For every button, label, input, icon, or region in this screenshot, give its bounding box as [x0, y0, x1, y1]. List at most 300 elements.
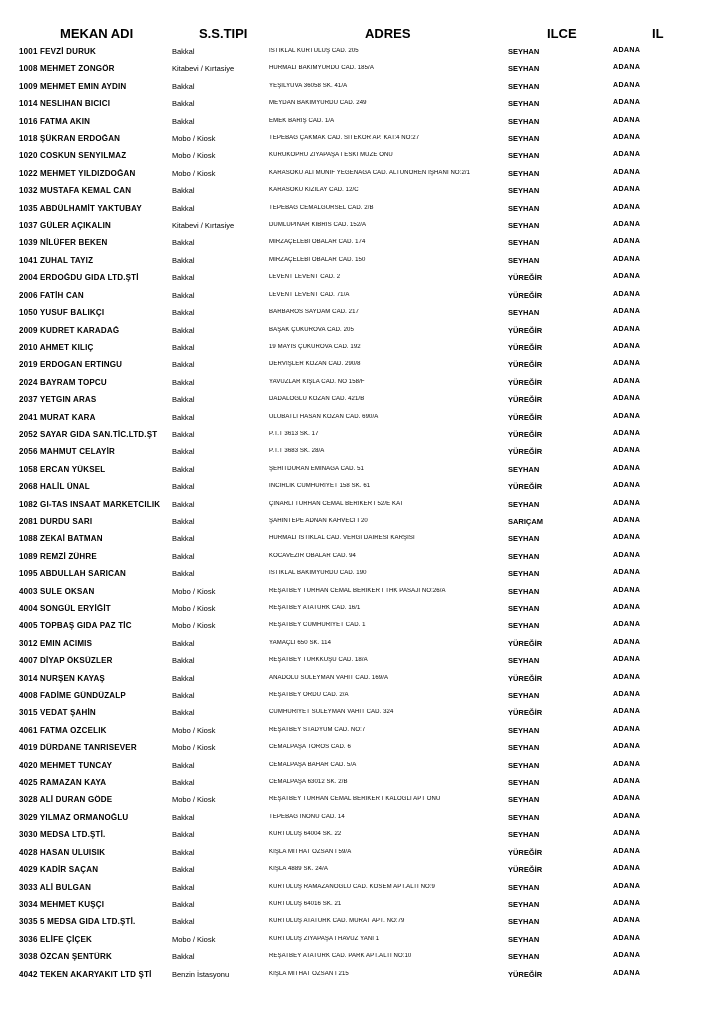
- table-body: [0, 43, 719, 983]
- cell-ilce: SEYHAN: [508, 168, 540, 178]
- cell-ilce: SEYHAN: [508, 586, 540, 596]
- table-row: [0, 43, 719, 60]
- cell-address: REŞATBEY TÜRKKUŞU CAD. 18/A: [269, 657, 368, 664]
- cell-ilce: SEYHAN: [508, 952, 540, 962]
- cell-type: Bakkal: [172, 482, 195, 492]
- cell-address: KIŞLA MİTHAT ÖZSAN I 215: [269, 970, 349, 977]
- cell-il: ADANA: [613, 482, 641, 490]
- cell-name: 4061 FATMA OZCELIK: [19, 725, 107, 735]
- table-row: [0, 809, 719, 826]
- cell-il: ADANA: [613, 604, 641, 611]
- cell-name: 2010 AHMET KILIÇ: [19, 342, 94, 352]
- cell-address: TEPEBAĞ İNÖNÜ CAD. 14: [269, 813, 345, 820]
- cell-type: Bakkal: [172, 673, 195, 683]
- cell-ilce: SEYHAN: [508, 778, 540, 788]
- cell-ilce: YÜREĞİR: [508, 342, 543, 352]
- table-row: [0, 496, 719, 513]
- cell-name: 3029 YILMAZ ORMANOĞLU: [19, 812, 129, 822]
- table-row: [0, 791, 719, 808]
- cell-il: ADANA: [613, 952, 641, 960]
- cell-name: 3028 ALİ DURAN GÖDE: [19, 795, 113, 805]
- cell-il: ADANA: [613, 203, 641, 211]
- cell-name: 1008 MEHMET ZONGÖR: [19, 64, 115, 74]
- cell-ilce: SEYHAN: [508, 656, 540, 666]
- cell-ilce: YÜREĞİR: [508, 395, 543, 405]
- cell-address: ULUBATLI HASAN KOZAN CAD. 690/A: [269, 413, 379, 420]
- cell-il: ADANA: [613, 168, 641, 176]
- cell-il: ADANA: [613, 499, 641, 507]
- cell-type: Kitabevi / Kırtasiye: [172, 221, 235, 231]
- cell-address: CEMALPAŞA 63012 SK. 2/B: [269, 779, 348, 786]
- cell-name: 2041 MURAT KARA: [19, 412, 96, 422]
- table-row: [0, 931, 719, 948]
- table-row: [0, 478, 719, 495]
- cell-ilce: SEYHAN: [508, 795, 540, 805]
- cell-address: DERVİŞLER KOZAN CAD. 290/8: [269, 361, 361, 368]
- cell-type: Bakkal: [172, 447, 195, 457]
- cell-name: 2004 ERDOĞDU GIDA LTD.ŞTİ: [19, 273, 139, 283]
- cell-il: ADANA: [613, 691, 641, 699]
- cell-address: KARASOKU KIZILAY CAD. 12/C: [269, 187, 359, 194]
- cell-ilce: SEYHAN: [508, 99, 540, 109]
- table-row: [0, 826, 719, 843]
- cell-il: ADANA: [613, 395, 641, 403]
- cell-il: ADANA: [613, 812, 641, 820]
- cell-name: 1039 NİLÜFER BEKEN: [19, 238, 108, 248]
- cell-il: ADANA: [613, 708, 641, 716]
- cell-address: REŞATBEY ORDU CAD. 2/A: [269, 692, 349, 699]
- cell-name: 1041 ZUHAL TAYIZ: [19, 255, 94, 265]
- cell-name: 3015 VEDAT ŞAHİN: [19, 708, 96, 718]
- cell-type: Bakkal: [172, 81, 195, 91]
- cell-il: ADANA: [613, 882, 641, 890]
- table-row: [0, 252, 719, 269]
- cell-ilce: YÜREĞİR: [508, 969, 543, 979]
- cell-name: 2052 SAYAR GIDA SAN.TİC.LTD.ŞT: [19, 429, 158, 439]
- cell-type: Mobo / Kiosk: [172, 586, 216, 596]
- cell-ilce: SEYHAN: [508, 621, 540, 631]
- cell-ilce: SEYHAN: [508, 917, 540, 927]
- table-row: [0, 95, 719, 112]
- cell-type: Bakkal: [172, 186, 195, 196]
- cell-type: Bakkal: [172, 290, 195, 300]
- cell-il: ADANA: [613, 151, 641, 159]
- cell-address: TEPEBAĞ ÇAKMAK CAD. SITEKOR AP. KAT:4 NO:27: [269, 135, 420, 142]
- cell-ilce: SEYHAN: [508, 238, 540, 248]
- cell-type: Bakkal: [172, 377, 195, 387]
- cell-name: 2081 DURDU SARI: [19, 516, 93, 526]
- table-row: [0, 548, 719, 565]
- cell-name: 4019 DÜRDANE TANRISEVER: [19, 743, 137, 753]
- table-row: [0, 60, 719, 77]
- cell-address: DUMLUPINAR KIBRIS CAD. 152/A: [269, 222, 367, 229]
- table-row: [0, 583, 719, 600]
- cell-type: Bakkal: [172, 342, 195, 352]
- table-header: [0, 24, 719, 44]
- table-row: [0, 182, 719, 199]
- cell-address: CEMALPAŞA TOROS CAD. 6: [269, 744, 351, 751]
- cell-address: EMEK BARIŞ CAD. 1/A: [269, 117, 335, 124]
- cell-ilce: SEYHAN: [508, 499, 540, 509]
- cell-address: KURTULUŞ ZİYAPAŞA I HAVUZ YANI 1: [269, 935, 380, 942]
- cell-ilce: SEYHAN: [508, 255, 540, 265]
- table-row: [0, 200, 719, 217]
- cell-name: 1009 MEHMET EMIN AYDIN: [19, 81, 127, 91]
- cell-address: KARASOKU ALİ MÜNİF YEGENAĞA CAD. ALTUNÖREN İŞHANI NO:2/1: [269, 169, 471, 176]
- cell-type: Mobo / Kiosk: [172, 604, 216, 613]
- cell-address: LEVENT LEVENT CAD. 71/A: [269, 291, 350, 298]
- table-row: [0, 774, 719, 791]
- cell-ilce: YÜREĞİR: [508, 360, 543, 370]
- table-row: [0, 234, 719, 251]
- cell-type: Bakkal: [172, 429, 195, 439]
- table-row: [0, 165, 719, 182]
- cell-type: Bakkal: [172, 464, 195, 474]
- cell-address: BARBAROS SAYDAM CAD. 217: [269, 309, 359, 316]
- cell-il: ADANA: [613, 116, 641, 124]
- cell-type: Bakkal: [172, 691, 195, 701]
- cell-ilce: SEYHAN: [508, 725, 540, 735]
- cell-name: 1095 ABDULLAH SARICAN: [19, 569, 127, 579]
- table-row: [0, 896, 719, 913]
- cell-type: Bakkal: [172, 47, 195, 56]
- table-row: [0, 966, 719, 983]
- cell-il: ADANA: [613, 447, 641, 455]
- cell-type: Mobo / Kiosk: [172, 134, 216, 144]
- cell-ilce: SEYHAN: [508, 899, 540, 909]
- cell-ilce: SEYHAN: [508, 151, 540, 161]
- cell-name: 1089 REMZİ ZÜHRE: [19, 551, 97, 561]
- cell-address: İSTİKLAL KURTULUŞ CAD. 205: [269, 48, 359, 54]
- table-row: [0, 339, 719, 356]
- table-row: [0, 322, 719, 339]
- cell-type: Bakkal: [172, 516, 195, 526]
- cell-name: 1050 YUSUF BALIKÇI: [19, 308, 105, 318]
- cell-address: CUMHURİYET SÜLEYMAN VAHİT CAD. 324: [269, 709, 394, 716]
- cell-il: ADANA: [613, 795, 641, 803]
- cell-ilce: SEYHAN: [508, 116, 540, 126]
- cell-address: YAMAÇLI 650 SK. 114: [269, 639, 332, 646]
- table-row: [0, 861, 719, 878]
- cell-type: Mobo / Kiosk: [172, 795, 216, 805]
- cell-il: ADANA: [613, 934, 641, 942]
- cell-name: 4004 SONGÜL ERYİĞİT: [19, 604, 111, 613]
- cell-il: ADANA: [613, 290, 641, 298]
- cell-name: 3030 MEDSA LTD.ŞTİ.: [19, 830, 106, 840]
- cell-ilce: SEYHAN: [508, 882, 540, 892]
- cell-type: Bakkal: [172, 308, 195, 318]
- cell-il: ADANA: [613, 725, 641, 733]
- cell-name: 1088 ZEKAİ BATMAN: [19, 534, 103, 544]
- cell-type: Bakkal: [172, 255, 195, 265]
- cell-il: ADANA: [613, 865, 641, 873]
- cell-address: İNCİRLİK CUMHURİYET 158 SK. 61: [269, 483, 371, 490]
- cell-address: P.T.T 3683 SK. 28/A: [269, 448, 325, 455]
- table-row: [0, 687, 719, 704]
- table-row: [0, 409, 719, 426]
- cell-il: ADANA: [613, 638, 641, 646]
- cell-ilce: SEYHAN: [508, 604, 540, 613]
- cell-name: 4003 SULE OKSAN: [19, 586, 95, 596]
- cell-ilce: SEYHAN: [508, 186, 540, 196]
- cell-ilce: SEYHAN: [508, 64, 540, 74]
- cell-name: 3014 NURŞEN KAYAŞ: [19, 673, 105, 683]
- table-row: [0, 443, 719, 460]
- cell-address: MİRZAÇELEBİ OBALAR CAD. 150: [269, 256, 366, 263]
- cell-ilce: SEYHAN: [508, 569, 540, 579]
- table-row: [0, 269, 719, 286]
- cell-name: 4029 KADİR SAÇAN: [19, 865, 99, 875]
- table-row: [0, 113, 719, 130]
- cell-address: REŞATBEY TURHAN CEMAL BERİKER I KALOĞLI APT ONU: [269, 796, 441, 803]
- cell-ilce: YÜREĞİR: [508, 273, 543, 283]
- cell-il: ADANA: [613, 81, 641, 89]
- cell-ilce: SARIÇAM: [508, 516, 543, 526]
- table-row: [0, 304, 719, 321]
- cell-address: REŞATBEY ATATÜRK CAD. 16/1: [269, 605, 361, 611]
- cell-il: ADANA: [613, 969, 641, 977]
- cell-il: ADANA: [613, 534, 641, 542]
- cell-name: 3036 ELİFE ÇİÇEK: [19, 934, 93, 944]
- cell-il: ADANA: [613, 64, 641, 72]
- cell-name: 3038 ÖZCAN ŞENTÜRK: [19, 952, 112, 962]
- table-row: [0, 600, 719, 617]
- cell-ilce: SEYHAN: [508, 760, 540, 770]
- cell-type: Mobo / Kiosk: [172, 743, 216, 753]
- cell-il: ADANA: [613, 255, 641, 263]
- cell-il: ADANA: [613, 830, 641, 838]
- cell-address: KURTULUŞ 64004 SK. 22: [269, 831, 342, 838]
- cell-address: KURTULUŞ RAMAZANOĞLU CAD. KOSEM APT.ALTI NO:9: [269, 883, 435, 890]
- cell-address: MEYDAN BAKIMYURDU CAD. 249: [269, 100, 367, 107]
- column-header-type: S.S.TIPI: [199, 26, 248, 41]
- table-row: [0, 217, 719, 234]
- cell-address: CEMALPAŞA BAHAR CAD. 5/A: [269, 761, 357, 768]
- cell-address: TEPEBAĞ CEMALGÜRSEL CAD. 2/B: [269, 204, 374, 211]
- cell-type: Mobo / Kiosk: [172, 725, 216, 735]
- table-row: [0, 913, 719, 930]
- cell-address: HURMALI BAKIMYURDU CAD. 185/A: [269, 65, 374, 72]
- cell-il: ADANA: [613, 673, 641, 681]
- cell-name: 1058 ERCAN YÜKSEL: [19, 464, 106, 474]
- cell-name: 1022 MEHMET YILDIZDOĞAN: [19, 168, 136, 178]
- cell-il: ADANA: [613, 134, 641, 142]
- cell-ilce: SEYHAN: [508, 691, 540, 701]
- cell-ilce: YÜREĞİR: [508, 673, 543, 683]
- cell-type: Bakkal: [172, 778, 195, 788]
- cell-il: ADANA: [613, 342, 641, 350]
- cell-il: ADANA: [613, 273, 641, 281]
- cell-address: HURMALI İSTİKLAL CAD. VERGİ DAİRESİ KARŞISI: [269, 535, 415, 542]
- cell-ilce: YÜREĞİR: [508, 377, 543, 387]
- cell-address: KURTULUŞ ATATÜRK CAD. MURAT APT. NO:79: [269, 918, 405, 925]
- cell-ilce: SEYHAN: [508, 221, 540, 231]
- cell-ilce: YÜREĞİR: [508, 325, 543, 335]
- cell-address: LEVENT LEVENT CAD. 2: [269, 274, 341, 281]
- cell-type: Bakkal: [172, 812, 195, 822]
- table-row: [0, 617, 719, 634]
- cell-name: 2019 ERDOGAN ERTINGU: [19, 360, 123, 370]
- cell-ilce: SEYHAN: [508, 134, 540, 144]
- cell-ilce: YÜREĞİR: [508, 708, 543, 718]
- cell-il: ADANA: [613, 760, 641, 768]
- cell-ilce: SEYHAN: [508, 812, 540, 822]
- cell-type: Bakkal: [172, 899, 195, 909]
- cell-il: ADANA: [613, 586, 641, 594]
- cell-name: 4007 DİYAP ÖKSÜZLER: [19, 656, 113, 666]
- cell-ilce: YÜREĞİR: [508, 290, 543, 300]
- cell-address: YEŞİLYUVA 36058 SK. 41/A: [269, 82, 348, 89]
- table-row: [0, 704, 719, 721]
- cell-ilce: SEYHAN: [508, 47, 540, 56]
- cell-ilce: YÜREĞİR: [508, 429, 543, 439]
- cell-type: Bakkal: [172, 760, 195, 770]
- cell-address: MİRZAÇELEBİ OBALAR CAD. 174: [269, 239, 366, 246]
- cell-ilce: SEYHAN: [508, 743, 540, 753]
- table-row: [0, 948, 719, 965]
- cell-name: 1082 GI-TAS INSAAT MARKETCILIK: [19, 499, 161, 509]
- table-row: [0, 722, 719, 739]
- cell-address: DADALOĞLU KOZAN CAD. 421/B: [269, 396, 365, 403]
- cell-address: BAŞAK ÇUKUROVA CAD. 205: [269, 326, 354, 333]
- table-row: [0, 530, 719, 547]
- cell-address: KURTULUŞ 64016 SK. 21: [269, 900, 342, 907]
- cell-name: 1037 GÜLER AÇIKALIN: [19, 221, 111, 231]
- table-row: [0, 879, 719, 896]
- cell-il: ADANA: [613, 656, 641, 664]
- cell-name: 1032 MUSTAFA KEMAL CAN: [19, 186, 132, 196]
- cell-il: ADANA: [613, 621, 641, 629]
- cell-address: REŞATBEY TURHAN CEMAL BERİKER I THK PASAJI NO:26/A: [269, 587, 446, 594]
- cell-il: ADANA: [613, 778, 641, 786]
- cell-address: KIŞLA MİTHAT ÖZSAN I 59/A: [269, 848, 352, 855]
- cell-type: Bakkal: [172, 917, 195, 927]
- cell-il: ADANA: [613, 551, 641, 559]
- cell-name: 4042 TEKEN AKARYAKIT LTD ŞTİ: [19, 969, 152, 979]
- table-row: [0, 652, 719, 669]
- column-header-il: IL: [652, 26, 664, 41]
- column-header-address: ADRES: [365, 26, 411, 41]
- cell-il: ADANA: [613, 360, 641, 368]
- cell-il: ADANA: [613, 847, 641, 855]
- cell-type: Bakkal: [172, 830, 195, 840]
- cell-name: 1035 ABDÜLHAMİT YAKTUBAY: [19, 203, 142, 213]
- cell-type: Bakkal: [172, 551, 195, 561]
- cell-name: 2068 HALİL ÜNAL: [19, 482, 90, 492]
- cell-ilce: SEYHAN: [508, 534, 540, 544]
- cell-address: REŞATBEY CUMHURİYET CAD. 1: [269, 622, 366, 629]
- cell-il: ADANA: [613, 221, 641, 229]
- cell-name: 4005 TOPBAŞ GIDA PAZ TİC: [19, 621, 132, 631]
- cell-il: ADANA: [613, 917, 641, 925]
- cell-address: KURUKÖPRÜ ZİYAPAŞA I ESKİ MÜZE ÖNÜ: [269, 152, 393, 159]
- table-row: [0, 739, 719, 756]
- cell-ilce: SEYHAN: [508, 203, 540, 213]
- cell-type: Bakkal: [172, 99, 195, 109]
- cell-type: Bakkal: [172, 708, 195, 718]
- cell-address: İSTİKLAL BAKIMYURDU CAD. 190: [269, 570, 367, 577]
- cell-name: 1018 ŞÜKRAN ERDOĞAN: [19, 134, 121, 144]
- cell-type: Kitabevi / Kırtasiye: [172, 64, 235, 74]
- table-row: [0, 356, 719, 373]
- cell-type: Bakkal: [172, 412, 195, 422]
- cell-name: 1016 FATMA AKIN: [19, 116, 91, 126]
- cell-address: KOCAVEZİR OBALAR CAD. 94: [269, 552, 356, 559]
- cell-il: ADANA: [613, 377, 641, 385]
- table-row: [0, 513, 719, 530]
- cell-address: ÇINARLI TURHAN CEMAL BERİKER I 52/E KAT: [269, 500, 404, 507]
- cell-name: 4025 RAMAZAN KAYA: [19, 778, 107, 788]
- column-header-name: MEKAN ADI: [60, 26, 134, 41]
- cell-il: ADANA: [613, 412, 641, 420]
- cell-type: Mobo / Kiosk: [172, 168, 216, 178]
- cell-type: Bakkal: [172, 203, 195, 213]
- cell-address: REŞATBEY STADYUM CAD. NO:7: [269, 726, 366, 733]
- cell-address: REŞATBEY ATATÜRK CAD. PARK APT.ALTI NO:10: [269, 953, 412, 960]
- cell-il: ADANA: [613, 899, 641, 907]
- cell-name: 2024 BAYRAM TOPCU: [19, 377, 107, 387]
- cell-name: 4020 MEHMET TUNCAY: [19, 760, 113, 770]
- cell-address: ŞEHİTDURAN EMİNAĞA CAD. 51: [269, 465, 364, 472]
- cell-name: 3012 EMIN ACIMIS: [19, 638, 93, 648]
- cell-il: ADANA: [613, 186, 641, 194]
- cell-address: YAVUZLAR KIŞLA CAD. NO 158/F: [269, 378, 365, 385]
- cell-name: 4028 HASAN ULUISIK: [19, 847, 106, 857]
- cell-type: Bakkal: [172, 534, 195, 544]
- cell-name: 3033 ALİ BULGAN: [19, 882, 92, 892]
- table-row: [0, 461, 719, 478]
- table-row: [0, 426, 719, 443]
- cell-type: Bakkal: [172, 882, 195, 892]
- cell-il: ADANA: [613, 47, 641, 54]
- cell-address: 19 MAYIS ÇUKUROVA CAD. 192: [269, 343, 361, 350]
- cell-ilce: YÜREĞİR: [508, 412, 543, 422]
- cell-ilce: YÜREĞİR: [508, 482, 543, 492]
- cell-address: ŞAHİNTEPE ADNAN KAHVECİ I 20: [269, 517, 368, 524]
- cell-name: 2009 KUDRET KARADAĞ: [19, 325, 120, 335]
- table-row: [0, 374, 719, 391]
- cell-name: 1020 COSKUN SENYILMAZ: [19, 151, 127, 161]
- cell-type: Bakkal: [172, 638, 195, 648]
- cell-il: ADANA: [613, 99, 641, 107]
- cell-type: Bakkal: [172, 395, 195, 405]
- cell-type: Bakkal: [172, 569, 195, 579]
- cell-il: ADANA: [613, 238, 641, 246]
- cell-address: P.T.T 3613 SK. 17: [269, 430, 319, 437]
- table-row: [0, 287, 719, 304]
- cell-type: Bakkal: [172, 847, 195, 857]
- cell-ilce: SEYHAN: [508, 934, 540, 944]
- table-row: [0, 130, 719, 147]
- table-row: [0, 565, 719, 582]
- cell-il: ADANA: [613, 429, 641, 437]
- cell-il: ADANA: [613, 569, 641, 577]
- table-row: [0, 147, 719, 164]
- cell-il: ADANA: [613, 308, 641, 316]
- cell-address: KIŞLA 4889 SK. 24/A: [269, 866, 328, 873]
- cell-type: Bakkal: [172, 656, 195, 666]
- table-row: [0, 670, 719, 687]
- cell-name: 2037 YETGIN ARAS: [19, 395, 97, 405]
- cell-ilce: SEYHAN: [508, 551, 540, 561]
- cell-name: 1001 FEVZİ DURUK: [19, 47, 96, 56]
- cell-ilce: YÜREĞİR: [508, 847, 543, 857]
- cell-type: Mobo / Kiosk: [172, 151, 216, 161]
- cell-ilce: SEYHAN: [508, 830, 540, 840]
- cell-type: Bakkal: [172, 325, 195, 335]
- cell-ilce: YÜREĞİR: [508, 865, 543, 875]
- cell-name: 2056 MAHMUT CELAYİR: [19, 447, 115, 457]
